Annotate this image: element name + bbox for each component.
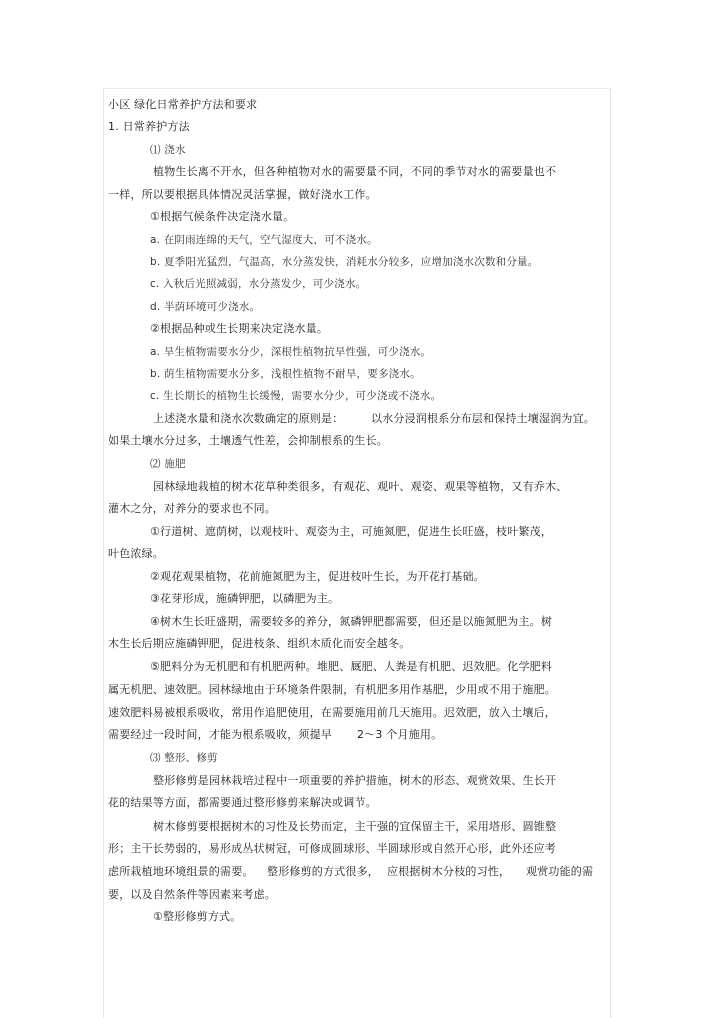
heading-fertilizing: ⑵ 施肥 bbox=[150, 458, 186, 470]
doc-title: 小区 绿化日常养护方法和要求 bbox=[108, 98, 258, 111]
paragraph-line: 园林绿地栽植的树木花草种类很多，有观花、观叶、观姿、观果等植物，又有乔木、 bbox=[153, 480, 568, 493]
paragraph-line: 属无机肥、速效肥。园林绿地由于环境条件限制，有机肥多用作基肥，少用或不用于施肥。 bbox=[108, 683, 556, 696]
list-heading: ①根据气候条件决定浇水量。 bbox=[150, 210, 295, 223]
paragraph-line: 树木修剪要根据树木的习性及长势而定，主干强的宜保留主干，采用塔形、圆锥整 bbox=[153, 820, 557, 833]
paragraph-line: 灌木之分，对养分的要求也不同。 bbox=[108, 502, 276, 515]
heading-watering: ⑴ 浇水 bbox=[150, 144, 186, 156]
paragraph-line: ③花芽形成，施磷钾肥，以磷肥为主。 bbox=[150, 592, 340, 605]
paragraph-line: 整形修剪是园林栽培过程中一项重要的养护措施，树木的形态、观赏效果、生长开 bbox=[153, 774, 557, 787]
paragraph-line: ⑤肥料分为无机肥和有机肥两种。堆肥、厩肥、人粪是有机肥、迟效肥。化学肥料 bbox=[150, 660, 553, 673]
list-item: a. 在阴雨连绵的天气，空气湿度大，可不浇水。 bbox=[150, 234, 378, 246]
paragraph-line: 要，以及自然条件等因素来考虑。 bbox=[108, 888, 276, 901]
list-item: d. 半荫环境可少浇水。 bbox=[150, 301, 261, 313]
paragraph-line: 叶色浓绿。 bbox=[108, 547, 164, 560]
paragraph-line: 需要经过一段时间，才能为根系吸收，须提早 bbox=[108, 728, 332, 741]
section-heading: 1. 日常养护方法 bbox=[108, 120, 190, 133]
list-heading: ①整形修剪方式。 bbox=[153, 910, 242, 923]
paragraph-line: 观赏功能的需 bbox=[526, 865, 594, 878]
paragraph-line: 应根据树木分枝的习性， bbox=[387, 865, 511, 878]
paragraph-line: 木生长后期应施磷钾肥，促进枝条、组织木质化而安全越冬。 bbox=[108, 637, 411, 650]
heading-pruning: ⑶ 整形、修剪 bbox=[150, 752, 218, 764]
paragraph-line: 虑所栽植地环境组景的需要。 bbox=[108, 865, 254, 878]
list-item: a. 旱生植物需要水分少，深根性植物抗旱性强，可少浇水。 bbox=[150, 346, 432, 358]
paragraph-line: 以水分浸润根系分布层和保持土壤湿润为宜。 bbox=[371, 412, 595, 425]
list-item: b. 荫生植物需要水分多，浅根性植物不耐旱，要多浇水。 bbox=[150, 368, 421, 380]
paragraph-line: 上述浇水量和浇水次数确定的原则是： bbox=[153, 412, 344, 425]
paragraph-line: 花的结果等方面，都需要通过整形修剪来解决或调节。 bbox=[108, 796, 377, 809]
paragraph-line: ②观花观果植物，花前施氮肥为主，促进枝叶生长，为开花打基础。 bbox=[150, 570, 485, 583]
paragraph-line: ①行道树、遮荫树，以观枝叶、观姿为主，可施氮肥，促进生长旺盛，枝叶繁茂， bbox=[150, 525, 553, 538]
paragraph-line: 植物生长离不开水，但各种植物对水的需要量不同，不同的季节对水的需要量也不 bbox=[153, 165, 557, 178]
list-item: c. 生长期长的植物生长缓慢，需要水分少，可少浇或不浇水。 bbox=[150, 390, 442, 402]
paragraph-line: 如果土壤水分过多，土壤透气性差，会抑制根系的生长。 bbox=[108, 434, 388, 447]
paragraph-line: ④树木生长旺盛期，需要较多的养分，氮磷钾肥都需要，但还是以施氮肥为主。树 bbox=[150, 615, 553, 628]
paragraph-line: 整形修剪的方式很多， bbox=[267, 865, 379, 878]
paragraph-line: 2～3 个月施用。 bbox=[357, 728, 443, 741]
paragraph-line: 形；主干长势弱的，易形成丛状树冠，可修成圆球形、半圆球形或自然开心形，此外还应考 bbox=[108, 842, 556, 855]
paragraph-line: 速效肥料易被根系吸收，常用作追肥使用，在需要施用前几天施用。迟效肥，放入土壤后， bbox=[108, 706, 556, 719]
list-item: b. 夏季阳光猛烈，气温高，水分蒸发快，消耗水分较多，应增加浇水次数和分量。 bbox=[150, 256, 539, 268]
list-heading: ②根据品种或生长期来决定浇水量。 bbox=[150, 322, 329, 335]
list-item: c. 入秋后光照减弱，水分蒸发少，可少浇水。 bbox=[150, 278, 367, 290]
paragraph-line: 一样，所以要根据具体情况灵活掌握，做好浇水工作。 bbox=[108, 188, 377, 201]
